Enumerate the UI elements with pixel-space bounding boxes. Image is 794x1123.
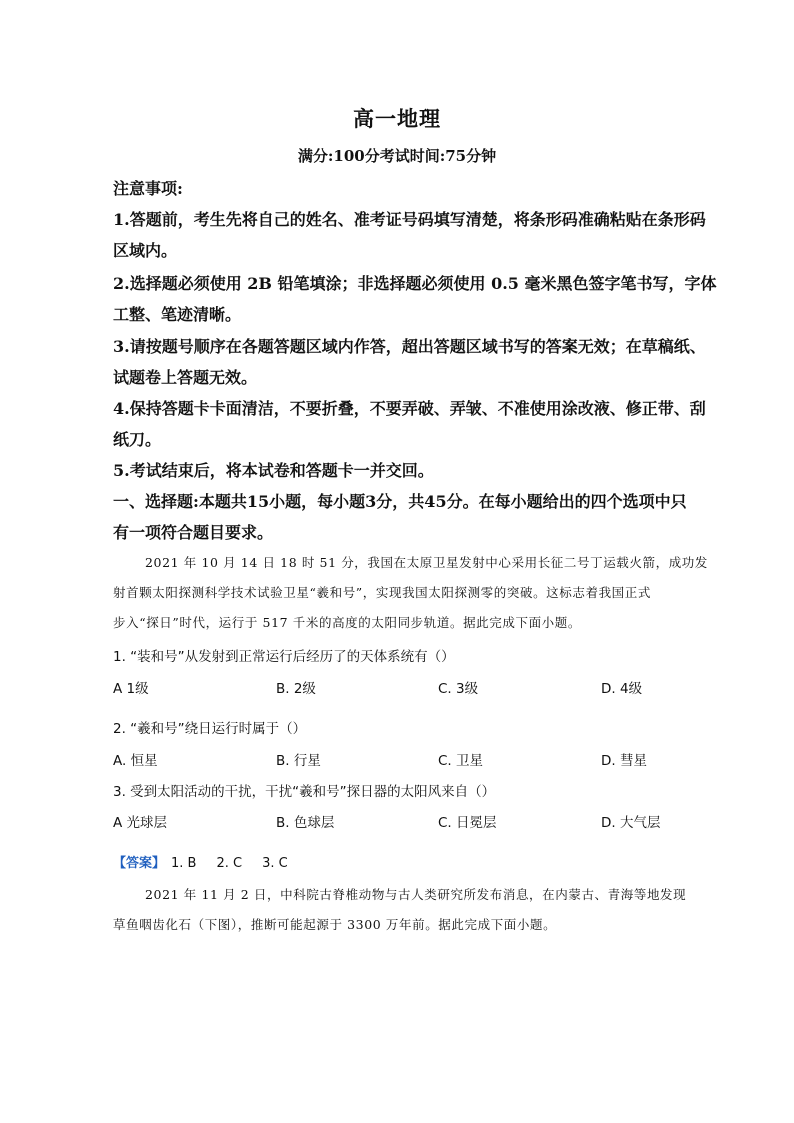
question-stem: 3. 受到太阳活动的干扰，干扰“羲和号”探日器的太阳风来自（）: [113, 784, 496, 800]
notice-line: 1.答题前，考生先将自己的姓名、准考证号码填写清楚，将条形码准确粘贴在条形码: [113, 210, 706, 229]
notice-line: 区域内。: [113, 241, 178, 260]
notice-line: 3.请按题号顺序在各题答题区域内作答，超出答题区域书写的答案无效；在草稿纸、: [113, 337, 706, 356]
answer-item: 1. B: [171, 856, 197, 871]
option-d: D. 彗星: [601, 753, 647, 769]
passage-line: 草鱼咽齿化石（下图），推断可能起源于 3300 万年前。据此完成下面小题。: [113, 917, 557, 932]
question-stem: 2. “羲和号”绕日运行时属于（）: [113, 721, 307, 737]
option-d: D. 4级: [601, 681, 643, 697]
option-b: B. 行星: [276, 753, 321, 769]
answer-label: 【答案】: [113, 856, 166, 871]
passage-line: 2021 年 10 月 14 日 18 时 51 分，我国在太原卫星发射中心采用长征二号丁运载火箭，成功发: [145, 555, 708, 570]
notice-line: 纸刀。: [113, 430, 162, 449]
answer-item: 2. C: [216, 856, 243, 871]
option-a: A. 恒星: [113, 753, 158, 769]
passage-line: 射首颗太阳探测科学技术试验卫星“羲和号”，实现我国太阳探测零的突破。这标志着我国正式: [113, 585, 651, 600]
passage-line: 2021 年 11 月 2 日，中科院古脊椎动物与古人类研究所发布消息，在内蒙古、青海等地发现: [145, 887, 687, 902]
page-title: 高一地理: [353, 106, 441, 131]
option-d: D. 大气层: [601, 815, 661, 831]
notice-heading: 注意事项:: [113, 179, 183, 198]
option-a: A 1级: [113, 681, 149, 697]
notice-line: 试题卷上答题无效。: [113, 368, 258, 387]
option-b: B. 2级: [276, 681, 316, 697]
notice-line: 工整、笔迹清晰。: [113, 305, 242, 324]
option-a: A 光球层: [113, 815, 168, 831]
option-c: C. 3级: [438, 681, 479, 697]
passage-line: 步入“探日”时代，运行于 517 千米的高度的太阳同步轨道。据此完成下面小题。: [113, 615, 581, 630]
question-stem: 1. “装和号”从发射到正常运行后经历了的天体系统有（）: [113, 649, 455, 665]
exam-info: 满分:100分考试时间:75分钟: [297, 147, 497, 165]
notice-line: 2.选择题必须使用 2B 铅笔填涂；非选择题必须使用 0.5 毫米黑色签字笔书写，字体: [113, 274, 717, 293]
section-heading: 一、选择题:本题共15小题，每小题3分，共45分。在每小题给出的四个选项中只: [113, 492, 687, 511]
notice-line: 5.考试结束后，将本试卷和答题卡一并交回。: [113, 461, 434, 480]
option-b: B. 色球层: [276, 815, 335, 831]
answer-item: 3. C: [262, 856, 288, 871]
section-heading: 有一项符合题目要求。: [113, 523, 274, 542]
notice-line: 4.保持答题卡卡面清洁，不要折叠，不要弄破、弄皱、不准使用涂改液、修正带、刮: [113, 399, 706, 418]
answer-line: [113, 852, 302, 871]
option-c: C. 日冕层: [438, 815, 497, 831]
option-c: C. 卫星: [438, 753, 484, 769]
